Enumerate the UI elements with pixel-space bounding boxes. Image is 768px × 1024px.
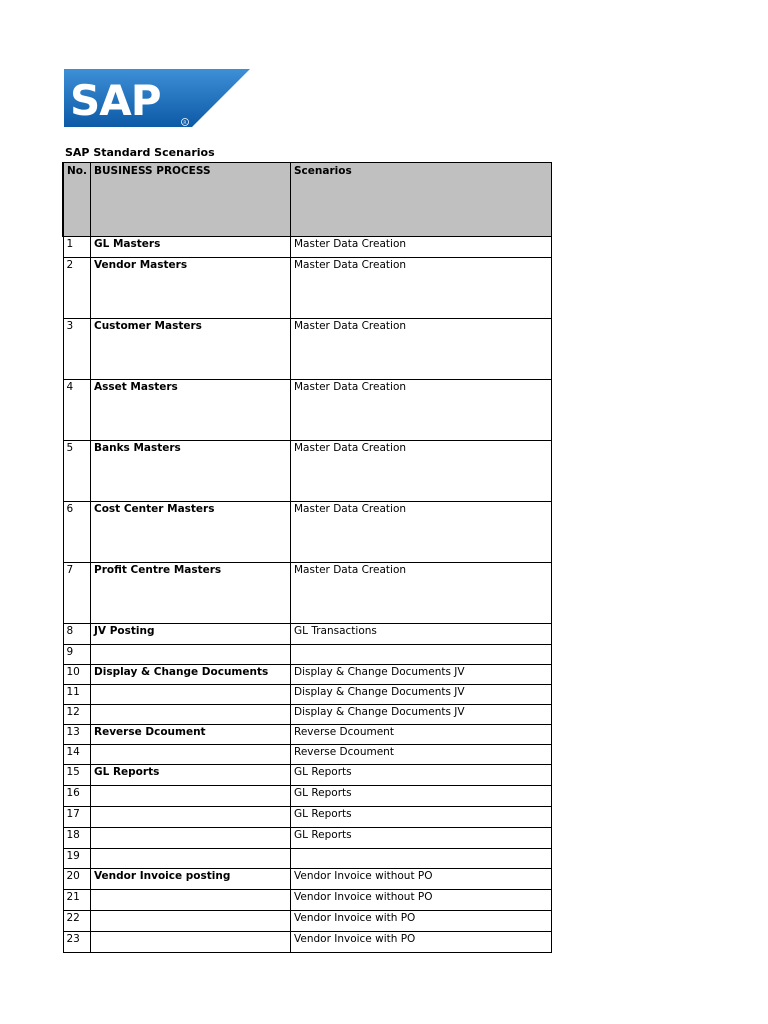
- row-scenario: Vendor Invoice without PO: [291, 890, 552, 911]
- row-process: [91, 828, 291, 849]
- row-scenario: GL Transactions: [291, 624, 552, 645]
- table-row: [63, 725, 552, 745]
- row-number: 9: [63, 645, 91, 665]
- table-row: [63, 319, 552, 380]
- table-row: [63, 869, 552, 890]
- row-process: Customer Masters: [91, 319, 291, 380]
- row-scenario: Display & Change Documents JV: [291, 685, 552, 705]
- row-number: 7: [63, 563, 91, 624]
- row-number: 2: [63, 258, 91, 319]
- row-process: [91, 645, 291, 665]
- row-scenario: Display & Change Documents JV: [291, 665, 552, 685]
- row-number: 23: [63, 932, 91, 953]
- row-scenario: Master Data Creation: [291, 237, 552, 258]
- row-number: 8: [63, 624, 91, 645]
- row-scenario: [291, 849, 552, 869]
- table-row: [63, 745, 552, 765]
- header-scenarios: Scenarios: [291, 163, 552, 237]
- row-number: 14: [63, 745, 91, 765]
- table-row: [63, 380, 552, 441]
- row-number: 6: [63, 502, 91, 563]
- row-process: [91, 890, 291, 911]
- row-scenario: Vendor Invoice with PO: [291, 932, 552, 953]
- table-row: [63, 807, 552, 828]
- table-row: [63, 705, 552, 725]
- row-scenario: Master Data Creation: [291, 502, 552, 563]
- row-number: 5: [63, 441, 91, 502]
- row-scenario: Master Data Creation: [291, 319, 552, 380]
- row-process: [91, 911, 291, 932]
- row-number: 21: [63, 890, 91, 911]
- table-row: [63, 441, 552, 502]
- row-process: [91, 849, 291, 869]
- table-row: [63, 502, 552, 563]
- table-header-row: [63, 163, 552, 237]
- row-scenario: Reverse Dcoument: [291, 725, 552, 745]
- row-process: [91, 932, 291, 953]
- table-row: [63, 890, 552, 911]
- table-row: [63, 685, 552, 705]
- row-process: GL Masters: [91, 237, 291, 258]
- row-scenario: Master Data Creation: [291, 380, 552, 441]
- row-process: [91, 705, 291, 725]
- table-row: [63, 765, 552, 786]
- row-process: Vendor Invoice posting: [91, 869, 291, 890]
- row-scenario: Master Data Creation: [291, 563, 552, 624]
- row-process: Display & Change Documents: [91, 665, 291, 685]
- scenarios-table: [62, 162, 552, 953]
- row-scenario: GL Reports: [291, 828, 552, 849]
- row-number: 4: [63, 380, 91, 441]
- table-row: [63, 258, 552, 319]
- row-process: Profit Centre Masters: [91, 563, 291, 624]
- svg-text:R: R: [183, 121, 187, 126]
- row-scenario: [291, 645, 552, 665]
- table-row: [63, 237, 552, 258]
- row-process: Banks Masters: [91, 441, 291, 502]
- row-number: 1: [63, 237, 91, 258]
- table-row: [63, 932, 552, 953]
- row-scenario: Master Data Creation: [291, 441, 552, 502]
- table-row: [63, 911, 552, 932]
- row-number: 20: [63, 869, 91, 890]
- table-row: [63, 849, 552, 869]
- row-process: [91, 685, 291, 705]
- table-row: [63, 665, 552, 685]
- row-process: GL Reports: [91, 765, 291, 786]
- row-process: Reverse Dcoument: [91, 725, 291, 745]
- row-scenario: Master Data Creation: [291, 258, 552, 319]
- row-number: 19: [63, 849, 91, 869]
- svg-text:SAP: SAP: [70, 76, 161, 125]
- row-number: 16: [63, 786, 91, 807]
- row-process: [91, 745, 291, 765]
- row-number: 22: [63, 911, 91, 932]
- row-scenario: Display & Change Documents JV: [291, 705, 552, 725]
- page-subtitle: SAP Standard Scenarios: [65, 146, 215, 159]
- row-scenario: Reverse Dcoument: [291, 745, 552, 765]
- row-scenario: Vendor Invoice without PO: [291, 869, 552, 890]
- row-scenario: Vendor Invoice with PO: [291, 911, 552, 932]
- row-number: 13: [63, 725, 91, 745]
- row-number: 11: [63, 685, 91, 705]
- row-process: [91, 807, 291, 828]
- row-scenario: GL Reports: [291, 786, 552, 807]
- row-number: 12: [63, 705, 91, 725]
- table-row: [63, 786, 552, 807]
- row-process: [91, 786, 291, 807]
- row-scenario: GL Reports: [291, 807, 552, 828]
- row-number: 18: [63, 828, 91, 849]
- table-row: [63, 645, 552, 665]
- row-number: 17: [63, 807, 91, 828]
- table-row: [63, 563, 552, 624]
- row-number: 15: [63, 765, 91, 786]
- row-number: 3: [63, 319, 91, 380]
- row-scenario: GL Reports: [291, 765, 552, 786]
- header-no: No.: [63, 163, 91, 237]
- row-number: 10: [63, 665, 91, 685]
- row-process: Vendor Masters: [91, 258, 291, 319]
- table-row: [63, 624, 552, 645]
- sap-logo: [64, 69, 250, 127]
- table-row: [63, 828, 552, 849]
- header-business-process: BUSINESS PROCESS: [91, 163, 291, 237]
- row-process: Asset Masters: [91, 380, 291, 441]
- row-process: JV Posting: [91, 624, 291, 645]
- row-process: Cost Center Masters: [91, 502, 291, 563]
